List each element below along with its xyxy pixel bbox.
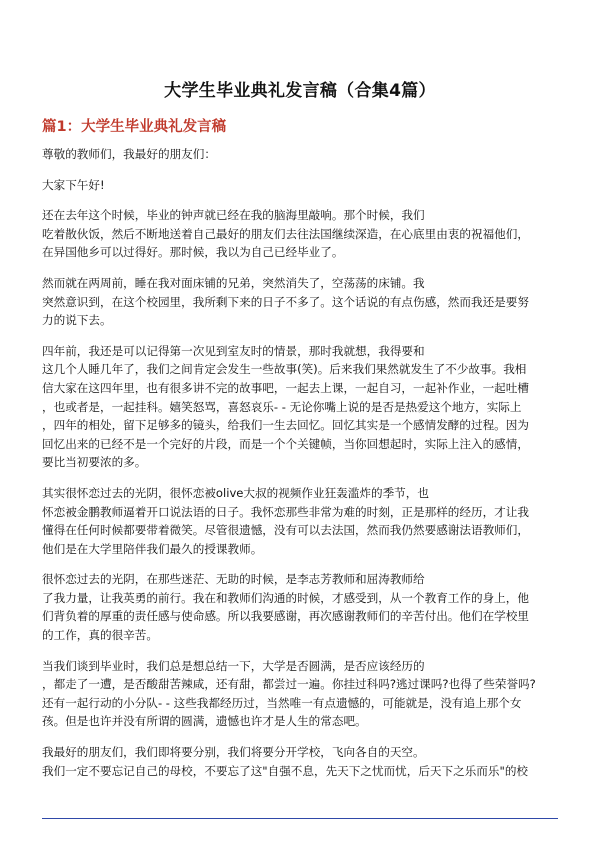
footer-rule [42, 818, 558, 819]
paragraph-line: 其实很怀恋过去的光阴，很怀恋被olive大叔的视频作业狂轰滥炸的季节，也 [42, 485, 429, 500]
document-body [42, 145, 562, 792]
paragraph-line: 大家下午好! [42, 177, 105, 192]
paragraph-line: 孩。但是也许并没有所谓的圆满，遗憾也许才是人生的常态吧。 [42, 714, 367, 729]
paragraph-line: 这几个人睡几年了，我们之间肯定会发生一些故事(笑)。后来我们果然就发生了不少故事。我相 [42, 362, 527, 377]
body-paragraph [42, 484, 562, 558]
paragraph-line: 在异国他乡可以过得好。那时候，我以为自己已经毕业了。 [42, 245, 344, 260]
section-heading: 篇1：大学生毕业典礼发言稿 [42, 119, 227, 135]
paragraph-line: ，四年的相处，留下足够多的镜头，给我们一生去回忆。回忆其实是一个感情发酵的过程。因为 [42, 418, 529, 433]
paragraph-line: 要比当初要浓的多。 [42, 455, 147, 470]
body-paragraph [42, 342, 562, 472]
page-title: 大学生毕业典礼发言稿（合集4篇） [164, 81, 436, 101]
paragraph-line: 力的说下去。 [42, 313, 112, 328]
body-paragraph [42, 145, 562, 164]
paragraph-line: 了我力量，让我英勇的前行。我在和教师们沟通的时候，才感受到，从一个教育工作的身上，他 [42, 590, 529, 605]
body-paragraph [42, 657, 562, 731]
body-paragraph [42, 570, 562, 644]
paragraph-line: 尊敬的教师们，我最好的朋友们： [42, 147, 216, 161]
paragraph-line: 们背负着的厚重的责任感与使命感。所以我要感谢，再次感谢教师们的辛苦付出。他们在学校里 [42, 609, 529, 624]
paragraph-line: 回忆出来的已经不是一个完好的片段，而是一个个关键帧，当你回想起时，实际上注入的感情， [42, 436, 529, 451]
paragraph-line: 的工作，真的很辛苦。 [42, 628, 158, 643]
paragraph-line: 吃着散伙饭，然后不断地送着自己最好的朋友们去往法国继续深造，在心底里由衷的祝福他们， [42, 226, 529, 241]
paragraph-line: 怀恋被金鹏教师逼着开口说法语的日子。我怀恋那些非常为难的时刻，正是那样的经历，才让我 [42, 504, 529, 519]
paragraph-line: 四年前，我还是可以记得第一次见到室友时的情景，那时我就想，我得要和 [42, 343, 425, 358]
body-paragraph [42, 743, 562, 780]
paragraph-line: 当我们谈到毕业时，我们总是想总结一下，大学是否圆满，是否应该经历的 [42, 658, 425, 673]
body-paragraph [42, 176, 562, 195]
paragraph-line: 然而就在两周前，睡在我对面床铺的兄弟，突然消失了，空荡荡的床铺。我 [42, 275, 425, 290]
paragraph-line: 我们一定不要忘记自己的母校，不要忘了这"自强不息，先天下之忧而忧，后天下之乐而乐"的校 [42, 763, 529, 778]
paragraph-line: 还在去年这个时候，毕业的钟声就已经在我的脑海里敲响。那个时候，我们 [42, 208, 425, 223]
paragraph-line: 我最好的朋友们，我们即将要分别，我们将要分开学校，飞向各自的天空。 [42, 745, 425, 760]
paragraph-line: ，也或者是，一起挂科。嬉笑怒骂，喜怒哀乐- - 无论你嘴上说的是否是热爱这个地方，实际上 [42, 399, 522, 414]
paragraph-line: 很怀恋过去的光阴，在那些迷茫、无助的时候，是李志芳教师和屈涛教师给 [42, 572, 425, 587]
paragraph-line: ，都走了一遭，是否酸甜苦辣咸，还有甜，都尝过一遍。你挂过科吗?逃过课吗?也得了些荣誉吗? [42, 677, 536, 692]
paragraph-line: 他们是在大学里陪伴我们最久的授课教师。 [42, 541, 263, 556]
paragraph-line: 懂得在任何时候都要带着微笑。尽管很遗憾，没有可以去法国，然而我仍然要感谢法语教师们， [42, 523, 529, 538]
paragraph-line: 信大家在这四年里，也有很多讲不完的故事吧，一起去上课，一起自习，一起补作业，一起吐槽 [42, 380, 529, 395]
paragraph-line: 突然意识到，在这个校园里，我所剩下来的日子不多了。这个话说的有点伤感，然而我还是要努 [42, 294, 529, 309]
body-paragraph [42, 206, 562, 262]
body-paragraph [42, 274, 562, 330]
paragraph-line: 还有一起行动的小分队- - 这些我都经历过，当然唯一有点遗憾的，可能就是，没有追上那个女 [42, 695, 522, 710]
